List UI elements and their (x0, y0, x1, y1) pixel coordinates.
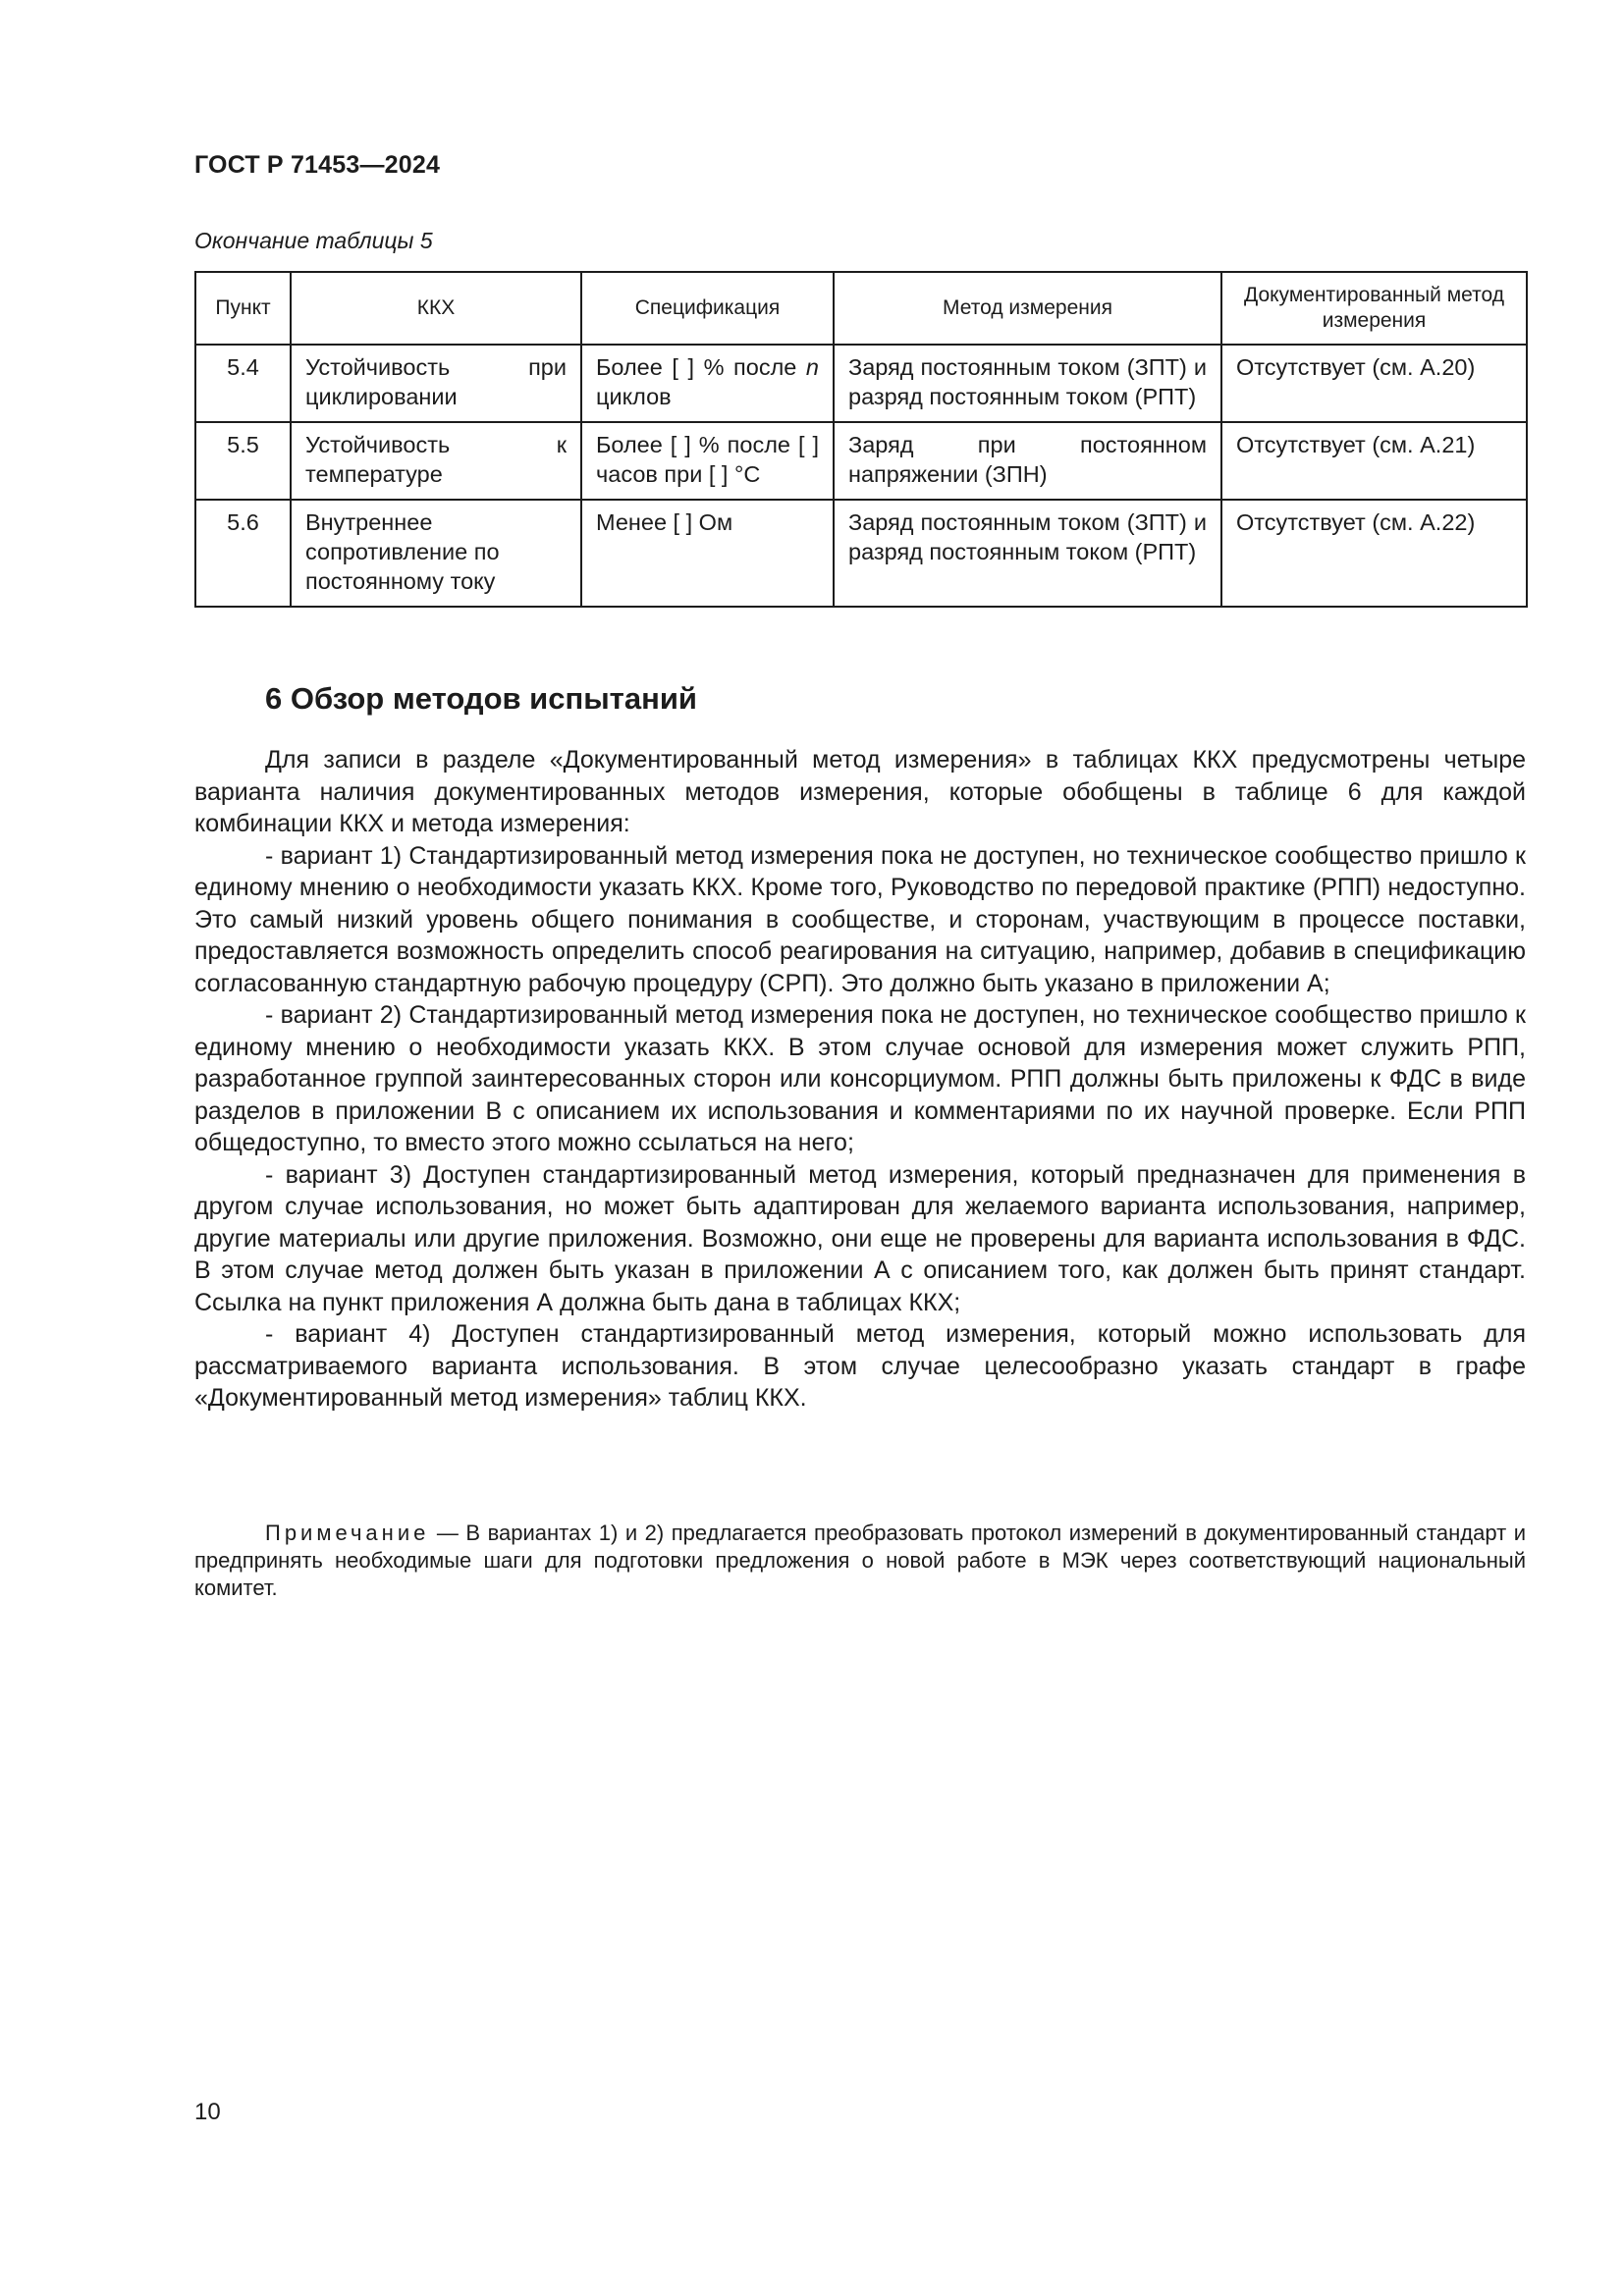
cell-method: Заряд постоянным током (ЗПТ) и разряд постоянным током (РПТ) (834, 500, 1221, 607)
section-body (194, 744, 1526, 1415)
col-header-documented-method: Документированный метод измерения (1221, 272, 1527, 345)
col-header-kkh: ККХ (291, 272, 581, 345)
table-row (195, 500, 1527, 607)
cell-spec-variable: n (805, 354, 819, 380)
section-intro: Для записи в разделе «Документированный метод измерения» в таблицах ККХ предусмотрены четыре варианта наличия документированных методов измерения, которые обобщены в таблице 6 для каждой комбинации ККХ и метода измерения: (194, 746, 1526, 837)
cell-spec (581, 345, 834, 422)
list-item: - вариант 2) Стандартизированный метод измерения пока не доступен, но техническое сообщество пришло к единому мнению о необходимости указать ККХ. В этом случае основой для измерения может служить РПП, разработанное группой заинтересованных сторон или консорциумом. РПП должны быть приложены к ФДС в виде разделов в приложении В с описанием их использования и комментариями по их научной проверке. Если РПП общедоступно, то вместо этого можно ссылаться на него; (194, 1001, 1526, 1156)
cell-spec: Менее [ ] Ом (581, 500, 834, 607)
cell-spec-text-end: циклов (596, 384, 672, 409)
cell-item: 5.4 (195, 345, 291, 422)
cell-documented-method: Отсутствует (см. А.21) (1221, 422, 1527, 500)
cell-item: 5.5 (195, 422, 291, 500)
list-item: - вариант 3) Доступен стандартизированный метод измерения, который предназначен для применения в другом случае использования, но может быть адаптирован для желаемого варианта использования, например, другие материалы или другие приложения. Возможно, они еще не проверены для варианта использования в ФДС. В этом случае метод должен быть указан в приложении А с описанием того, как должен быть принят стандарт. Ссылка на пункт приложения А должна быть дана в таблицах ККХ; (194, 1160, 1526, 1316)
cell-documented-method: Отсутствует (см. А.22) (1221, 500, 1527, 607)
cell-spec: Более [ ] % после [ ] часов при [ ] °С (581, 422, 834, 500)
page-number: 10 (194, 2099, 221, 2125)
cell-spec-text: Более [ ] % после (596, 354, 806, 380)
note (194, 1520, 1526, 1602)
col-header-item: Пункт (195, 272, 291, 345)
cell-kkh: Внутреннее сопротивление по постоянному току (291, 500, 581, 607)
document-header: ГОСТ Р 71453—2024 (194, 151, 441, 179)
table-caption: Окончание таблицы 5 (194, 228, 433, 253)
table-row (195, 345, 1527, 422)
cell-method: Заряд при постоянном напряжении (ЗПН) (834, 422, 1221, 500)
col-header-method: Метод измерения (834, 272, 1221, 345)
note-label: Примечание (265, 1521, 430, 1545)
section-title: 6 Обзор методов испытаний (265, 681, 697, 716)
cell-method: Заряд постоянным током (ЗПТ) и разряд постоянным током (РПТ) (834, 345, 1221, 422)
list-item: - вариант 1) Стандартизированный метод измерения пока не доступен, но техническое сообщество пришло к единому мнению о необходимости указать ККХ. Кроме того, Руководство по передовой практике (РПП) недоступно. Это самый низкий уровень общего понимания в сообществе, и сторонам, участвующим в процессе поставки, предоставляется возможность определить способ реагирования на ситуацию, например, добавив в спецификацию согласованную стандартную рабочую процедуру (СРП). Это должно быть указано в приложении А; (194, 841, 1526, 997)
note-text: — В вариантах 1) и 2) предлагается преобразовать протокол измерений в документированный стандарт и предпринять необходимые шаги для подготовки предложения о новой работе в МЭК через соответствующий национальный комитет. (194, 1521, 1526, 1600)
kkh-table (194, 271, 1528, 608)
variant-list (194, 840, 1526, 1415)
cell-kkh: Устойчивость при циклировании (291, 345, 581, 422)
cell-documented-method: Отсутствует (см. А.20) (1221, 345, 1527, 422)
list-item: - вариант 4) Доступен стандартизированный метод измерения, который можно использовать для рассматриваемого варианта использования. В этом случае целесообразно указать стандарт в графе «Документированный метод измерения» таблиц ККХ. (194, 1320, 1526, 1412)
table-row (195, 422, 1527, 500)
cell-kkh: Устойчивость к температуре (291, 422, 581, 500)
col-header-spec: Спецификация (581, 272, 834, 345)
table-header-row (195, 272, 1527, 345)
cell-item: 5.6 (195, 500, 291, 607)
